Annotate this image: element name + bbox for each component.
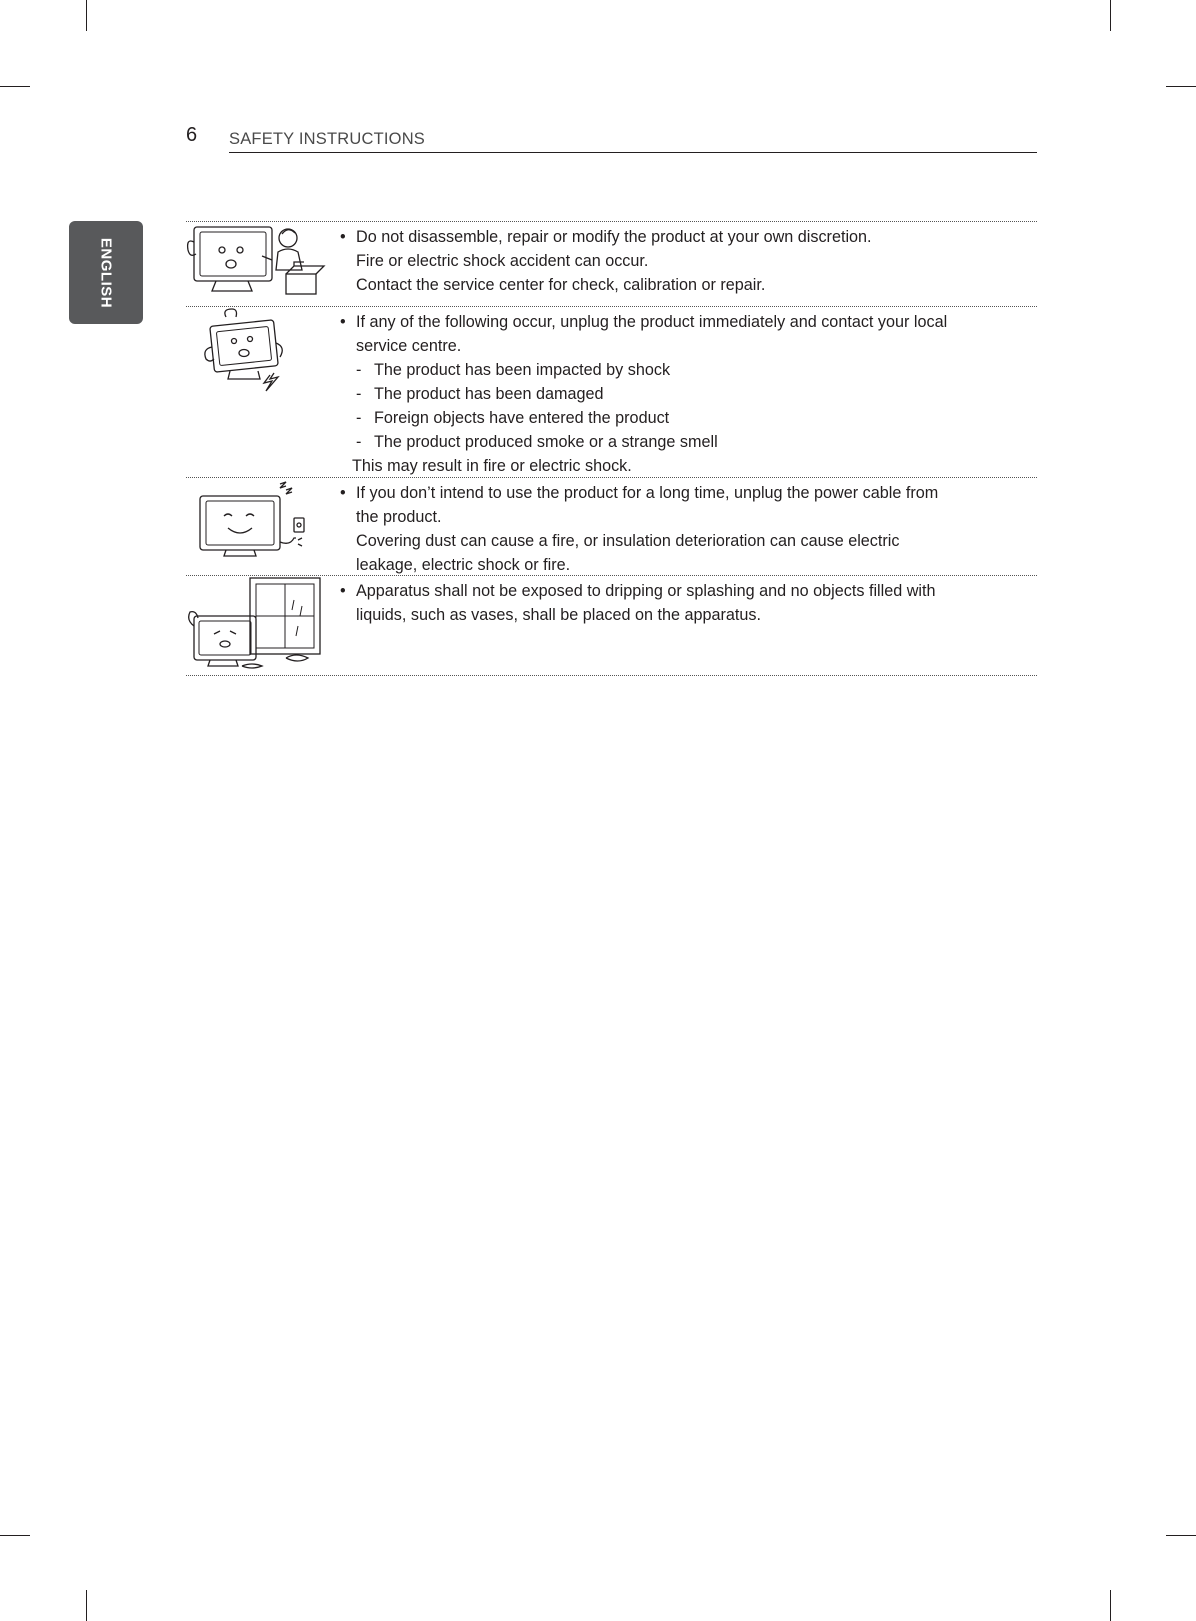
sub-item: - The product has been damaged	[356, 385, 604, 403]
language-tab-label: ENGLISH	[97, 237, 115, 308]
crop-mark	[1166, 86, 1196, 87]
sub-item: - Foreign objects have entered the product	[356, 409, 670, 427]
safety-list	[186, 221, 1037, 676]
bullet-text: Apparatus shall not be exposed to dripping or splashing and no objects filled with	[356, 582, 936, 600]
bullet-text: Do not disassemble, repair or modify the product at your own discretion.	[356, 228, 872, 246]
bullet-icon: •	[340, 582, 346, 600]
bullet-item	[340, 579, 1037, 603]
bullet-text: If you don’t intend to use the product for a long time, unplug the power cable from	[356, 484, 939, 502]
bullet-text: If any of the following occur, unplug the product immediately and contact your local	[356, 313, 948, 331]
detail-line: the product.	[356, 508, 442, 526]
detail-line: Covering dust can cause a fire, or insulation deterioration can cause electric	[356, 532, 900, 550]
crop-mark	[1166, 1535, 1196, 1536]
bullet-icon: •	[340, 313, 346, 331]
sub-item: - The product produced smoke or a strange smell	[356, 433, 718, 451]
detail-line: Contact the service center for check, calibration or repair.	[356, 276, 766, 294]
detail-line: Fire or electric shock accident can occur.	[356, 252, 649, 270]
closing-line: This may result in fire or electric shock.	[352, 457, 632, 475]
safety-item	[186, 221, 1037, 306]
bullet-item	[340, 310, 1037, 334]
detail-line: service centre.	[356, 337, 462, 355]
language-tab	[69, 221, 143, 324]
safety-item	[186, 306, 1037, 477]
crop-mark	[86, 0, 87, 31]
detail-line: liquids, such as vases, shall be placed on the apparatus.	[356, 606, 761, 624]
sleeping-tv-unplugged-icon	[186, 478, 326, 573]
crop-mark	[0, 86, 30, 87]
tv-near-water-icon	[186, 576, 326, 680]
header-rule	[229, 152, 1037, 153]
safety-item	[186, 477, 1037, 575]
page-title: SAFETY INSTRUCTIONS	[229, 130, 426, 148]
crop-mark	[1110, 1590, 1111, 1621]
crop-mark	[86, 1590, 87, 1621]
crop-mark	[0, 1535, 30, 1536]
page-number: 6	[186, 124, 198, 146]
safety-item	[186, 575, 1037, 676]
bullet-icon: •	[340, 484, 346, 502]
bullet-icon: •	[340, 228, 346, 246]
bullet-item	[340, 481, 1037, 505]
crop-mark	[1110, 0, 1111, 31]
detail-line: leakage, electric shock or fire.	[356, 556, 571, 574]
bullet-item	[340, 225, 1037, 249]
tv-with-smoke-and-shock-icon	[186, 307, 326, 402]
sub-item: - The product has been impacted by shock	[356, 361, 671, 379]
tv-with-repairman-icon	[186, 222, 326, 311]
